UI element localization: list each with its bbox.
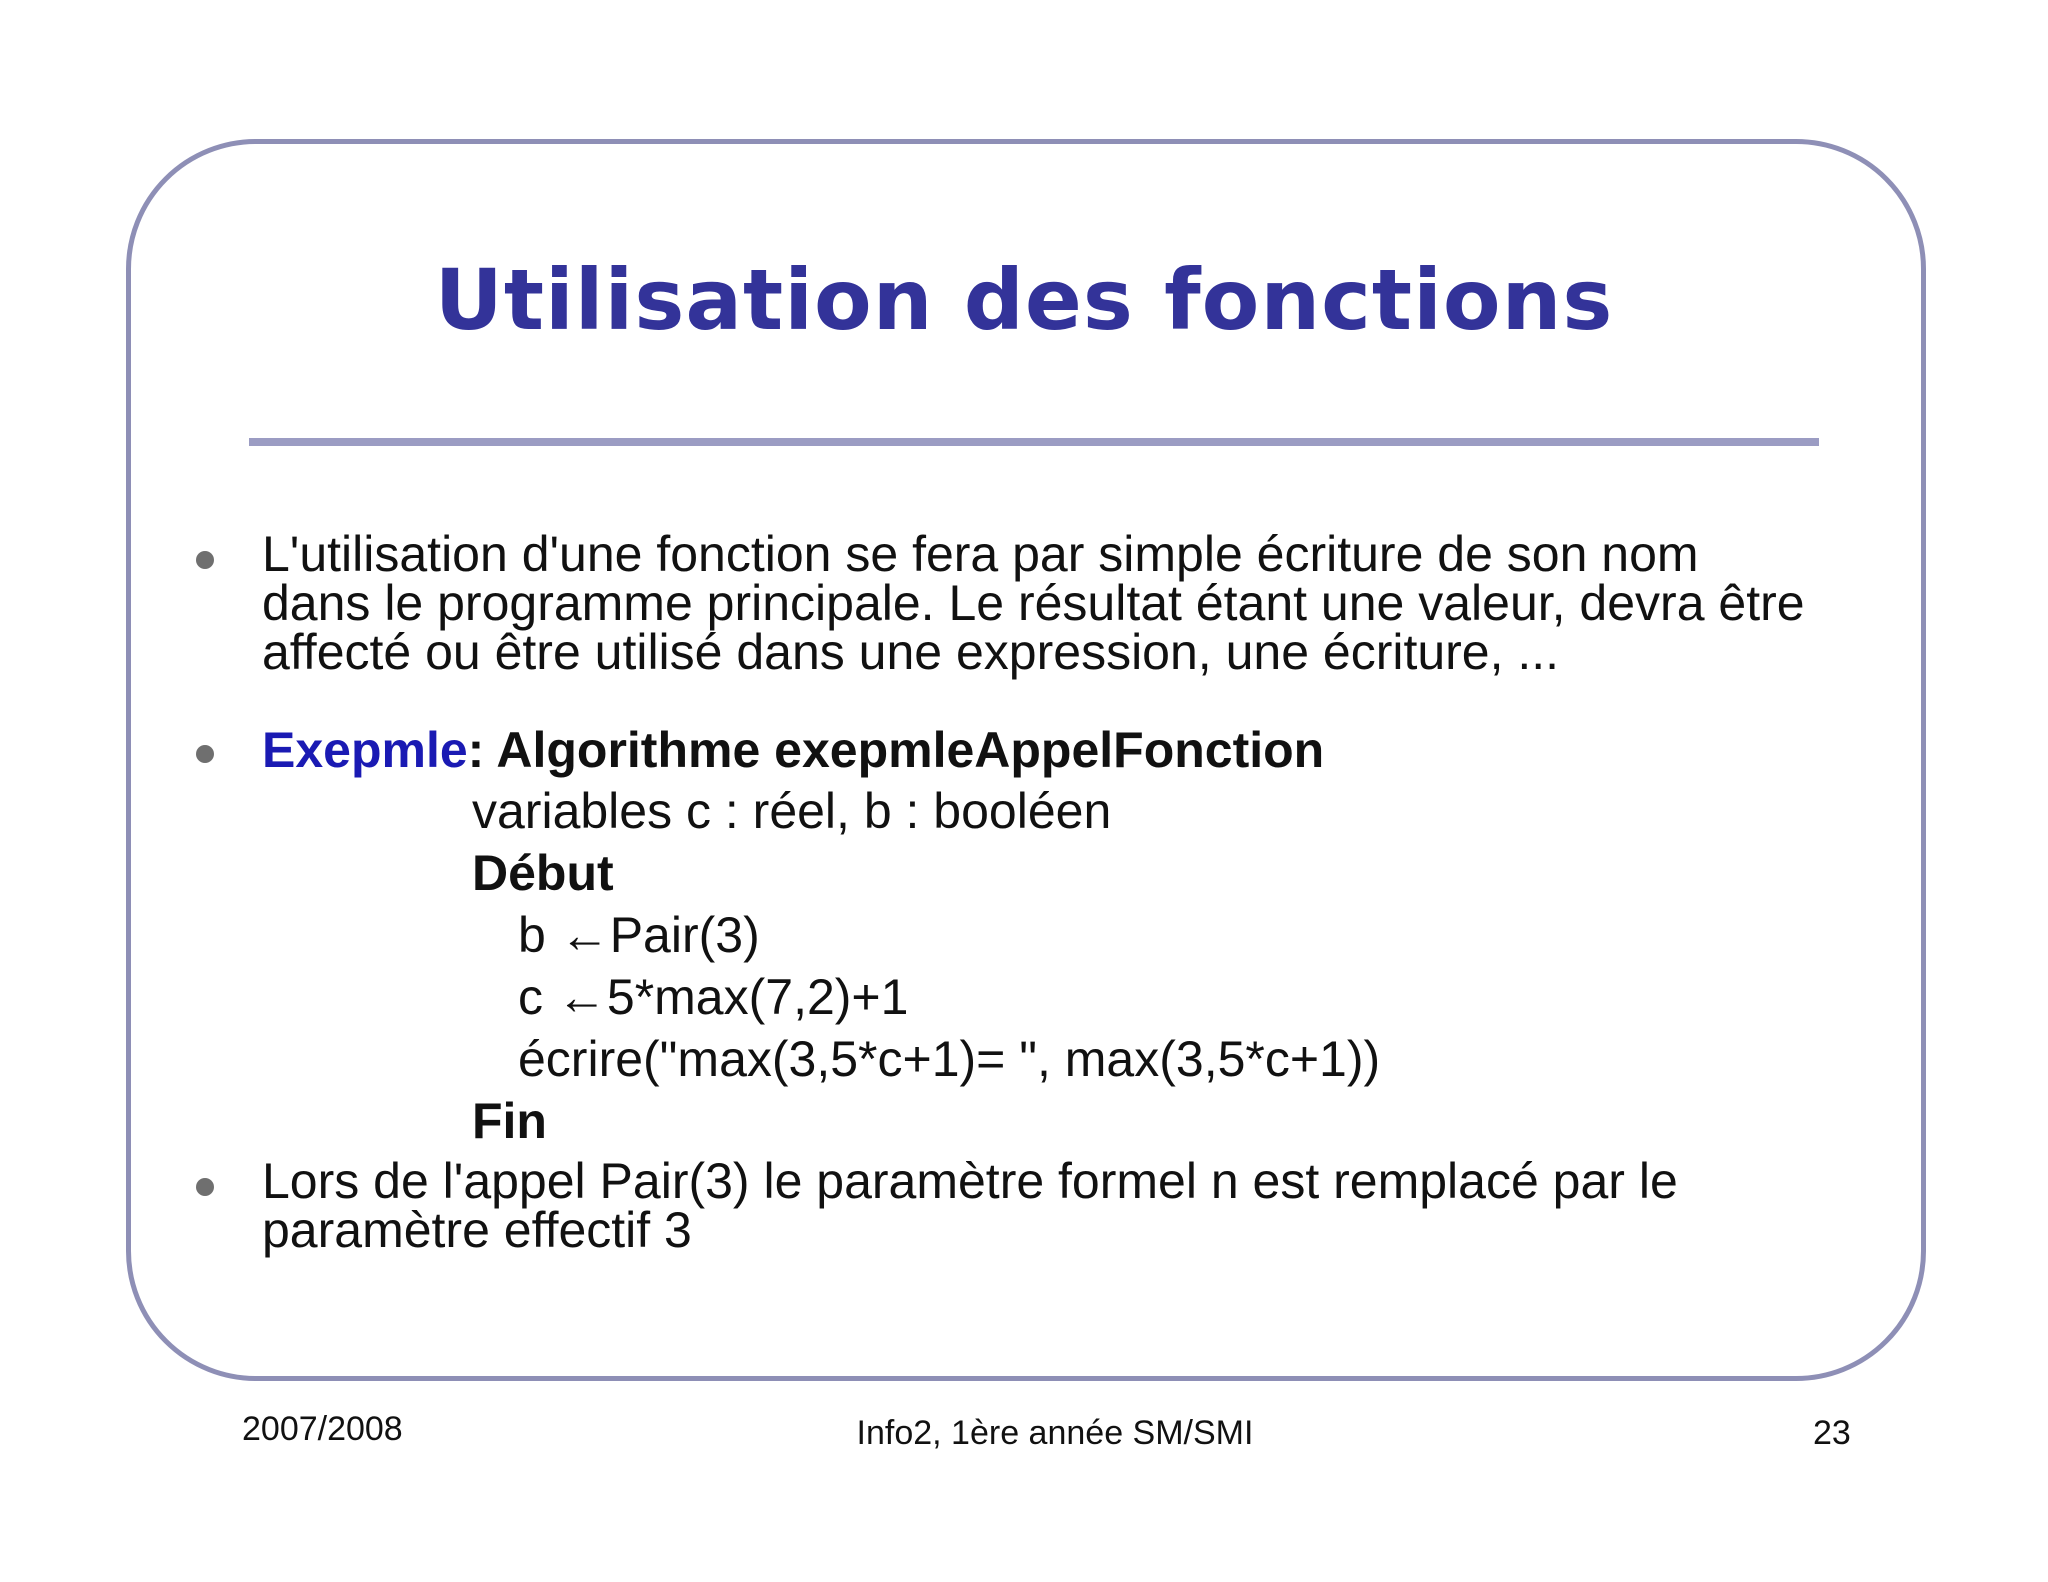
algorithm-heading: : Algorithme exepmleAppelFonction bbox=[467, 722, 1325, 778]
slide-title: Utilisation des fonctions bbox=[434, 251, 1614, 349]
bullet-1-text bbox=[262, 526, 1805, 680]
bullet-dot bbox=[196, 1178, 214, 1196]
code-variables: variables c : réel, b : booléen bbox=[472, 783, 1112, 839]
bullet-1-line-1: L'utilisation d'une fonction se fera par simple écriture de son nom bbox=[262, 526, 1699, 582]
bullet-3-line-2: paramètre effectif 3 bbox=[262, 1202, 692, 1258]
bullet-1-line-2: dans le programme principale. Le résultat étant une valeur, devra être bbox=[262, 575, 1805, 631]
footer-course: Info2, 1ère année SM/SMI bbox=[856, 1414, 1254, 1452]
bullet-dot bbox=[196, 551, 214, 569]
bullet-2-heading bbox=[262, 720, 1324, 780]
bullet-1-line-3: affecté ou être utilisé dans une expression, une écriture, ... bbox=[262, 624, 1560, 680]
bullet-3-line-1: Lors de l'appel Pair(3) le paramètre formel n est remplacé par le bbox=[262, 1153, 1678, 1209]
code-debut: Début bbox=[472, 845, 614, 901]
footer-page-number: 23 bbox=[1813, 1414, 1851, 1452]
footer-date: 2007/2008 bbox=[242, 1410, 403, 1448]
example-label: Exepmle bbox=[262, 722, 468, 778]
code-fin: Fin bbox=[472, 1093, 547, 1149]
code-line-1: b ←Pair(3) bbox=[518, 907, 760, 963]
code-line-2: c ←5*max(7,2)+1 bbox=[518, 969, 909, 1025]
bullet-dot bbox=[196, 745, 214, 763]
code-line-3: écrire("max(3,5*c+1)= ", max(3,5*c+1)) bbox=[518, 1031, 1381, 1087]
title-divider bbox=[249, 438, 1819, 446]
bullet-3-text bbox=[262, 1153, 1678, 1258]
